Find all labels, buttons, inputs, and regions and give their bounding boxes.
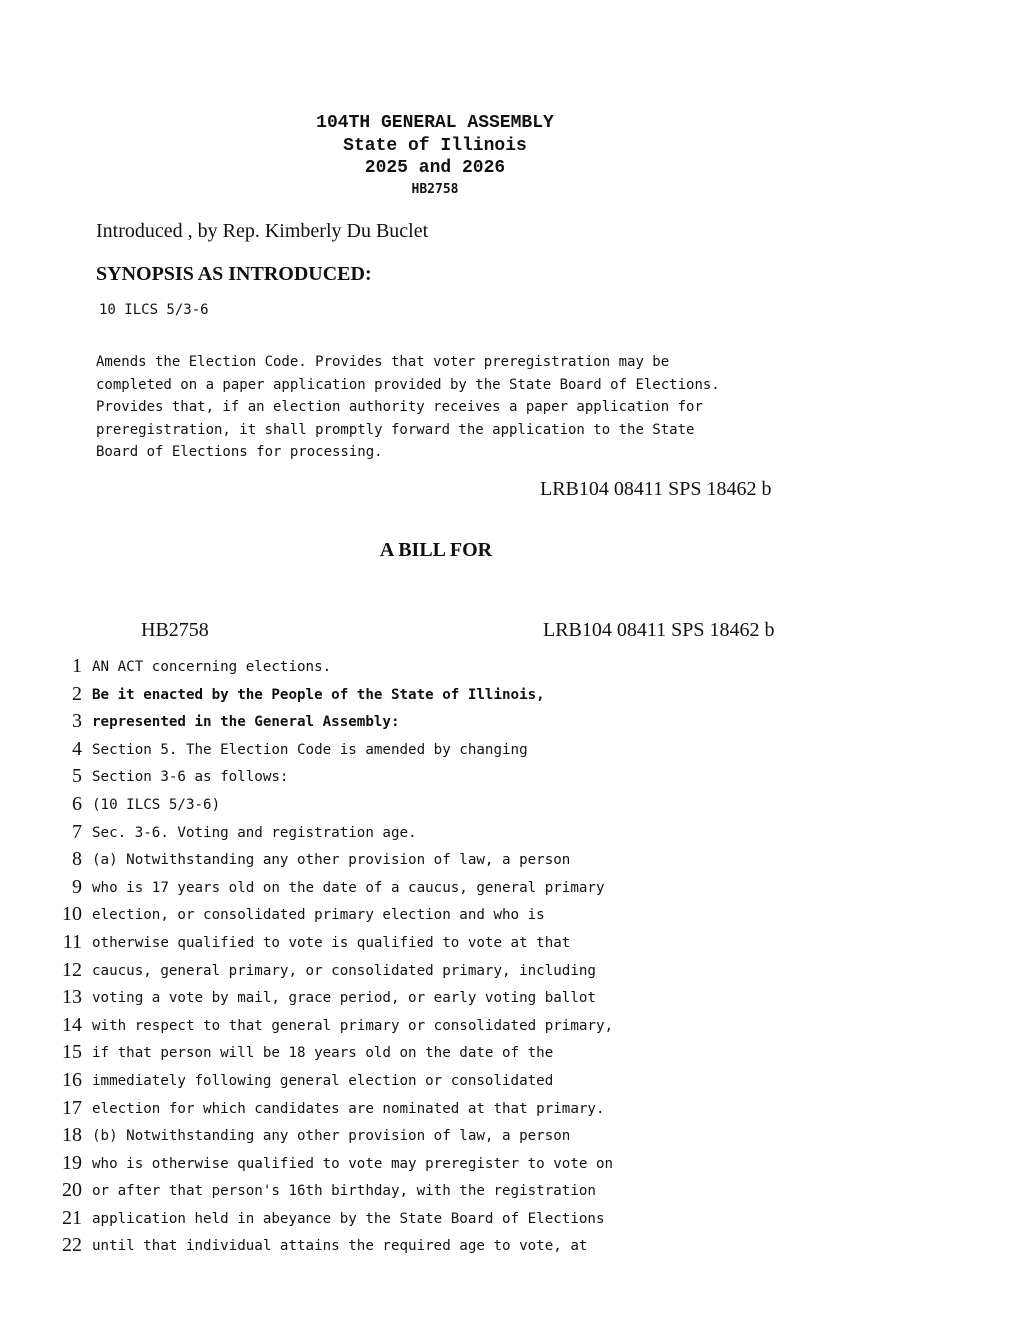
line-text: if that person will be 18 years old on the date of the (92, 1045, 554, 1062)
line-number: 5 (72, 765, 82, 788)
line-number: 9 (72, 875, 82, 898)
line-text: who is otherwise qualified to vote may preregister to vote on (92, 1155, 614, 1172)
synopsis-line: Amends the Election Code. Provides that voter preregistration may be (96, 354, 670, 370)
line-text: (10 ILCS 5/3-6) (92, 796, 221, 813)
line-text: caucus, general primary, or consolidated primary, including (92, 962, 596, 979)
bill-line (0, 874, 1024, 902)
line-number: 11 (62, 930, 82, 953)
lrb-code: LRB104 08411 SPS 18462 b (540, 478, 772, 500)
line-number: 19 (62, 1151, 82, 1174)
synopsis-line: completed on a paper application provided by the State Board of Elections. (96, 376, 720, 393)
line-number: 12 (62, 958, 82, 981)
document-header (0, 112, 870, 200)
line-number: 15 (62, 1041, 82, 1064)
line-text: election, or consolidated primary election and who is (92, 907, 545, 924)
line-number: 22 (62, 1234, 82, 1257)
line-text: voting a vote by mail, grace period, or early voting ballot (92, 990, 596, 1007)
synopsis-line: Board of Elections for processing. (96, 444, 383, 461)
line-text: or after that person's 16th birthday, with the registration (92, 1183, 596, 1200)
session-years: 2025 and 2026 (364, 158, 506, 178)
line-number: 8 (72, 848, 82, 871)
page-header-lrb-code: LRB104 08411 SPS 18462 b (543, 619, 775, 641)
line-number: 14 (62, 1013, 82, 1036)
bill-line (0, 929, 1024, 957)
line-number: 3 (72, 710, 82, 733)
synopsis-body (96, 351, 796, 464)
bill-line (0, 1012, 1024, 1040)
page-header-bill-number: HB2758 (141, 619, 209, 641)
synopsis-title: SYNOPSIS AS INTRODUCED: (96, 263, 372, 285)
line-text: application held in abeyance by the State Board of Elections (92, 1210, 605, 1227)
line-number: 6 (72, 792, 82, 815)
line-text: until that individual attains the required age to vote, at (92, 1238, 588, 1255)
line-text: Sec. 3-6. Voting and registration age. (92, 824, 417, 841)
line-number: 17 (62, 1096, 82, 1119)
bill-line (0, 1150, 1024, 1178)
line-text: with respect to that general primary or consolidated primary, (92, 1017, 614, 1034)
line-text: Be it enacted by the People of the State of Illinois, (92, 686, 545, 703)
bill-line (0, 736, 1024, 764)
line-text: Section 5. The Election Code is amended by changing (92, 741, 528, 758)
line-text: Section 3-6 as follows: (92, 769, 289, 786)
state-title: State of Illinois (343, 135, 527, 156)
line-text: election for which candidates are nominated at that primary. (92, 1100, 605, 1117)
bill-line (0, 681, 1024, 709)
synopsis-line: preregistration, it shall promptly forward the application to the State (96, 421, 695, 438)
line-number: 18 (62, 1124, 82, 1147)
line-number: 10 (62, 903, 82, 926)
line-text: who is 17 years old on the date of a caucus, general primary (92, 879, 605, 896)
synopsis-line: Provides that, if an election authority receives a paper application for (96, 399, 703, 416)
bill-line (0, 1122, 1024, 1150)
bill-line (0, 1205, 1024, 1233)
assembly-title: 104TH GENERAL ASSEMBLY (316, 113, 554, 133)
line-text: AN ACT concerning elections. (92, 659, 332, 675)
statute-citation: 10 ILCS 5/3-6 (99, 302, 209, 318)
bill-line (0, 1067, 1024, 1095)
bill-line (0, 791, 1024, 819)
bill-number: HB2758 (411, 181, 459, 197)
line-text: immediately following general election or consolidated (92, 1072, 554, 1089)
bill-line (0, 984, 1024, 1012)
bill-line (0, 846, 1024, 874)
bill-for-heading: A BILL FOR (379, 539, 493, 561)
bill-line (0, 1177, 1024, 1205)
line-number: 16 (62, 1068, 82, 1091)
line-text: represented in the General Assembly: (92, 714, 400, 731)
bill-line (0, 901, 1024, 929)
line-text: (a) Notwithstanding any other provision of law, a person (92, 852, 571, 869)
bill-line (0, 957, 1024, 985)
line-number: 21 (62, 1206, 82, 1229)
bill-line (0, 708, 1024, 736)
bill-text (0, 653, 1024, 1260)
line-number: 1 (72, 655, 82, 677)
line-number: 7 (72, 820, 82, 843)
bill-line (0, 1039, 1024, 1067)
line-number: 2 (72, 682, 82, 705)
bill-line (0, 1232, 1024, 1260)
line-number: 13 (62, 986, 82, 1009)
bill-line (0, 763, 1024, 791)
line-text: otherwise qualified to vote is qualified to vote at that (92, 934, 571, 951)
introduced-by: Introduced , by Rep. Kimberly Du Buclet (96, 220, 429, 242)
bill-line (0, 1095, 1024, 1123)
line-text: (b) Notwithstanding any other provision of law, a person (92, 1128, 571, 1145)
line-number: 4 (72, 737, 82, 760)
bill-line (0, 653, 1024, 681)
line-number: 20 (62, 1179, 82, 1202)
bill-line (0, 819, 1024, 847)
